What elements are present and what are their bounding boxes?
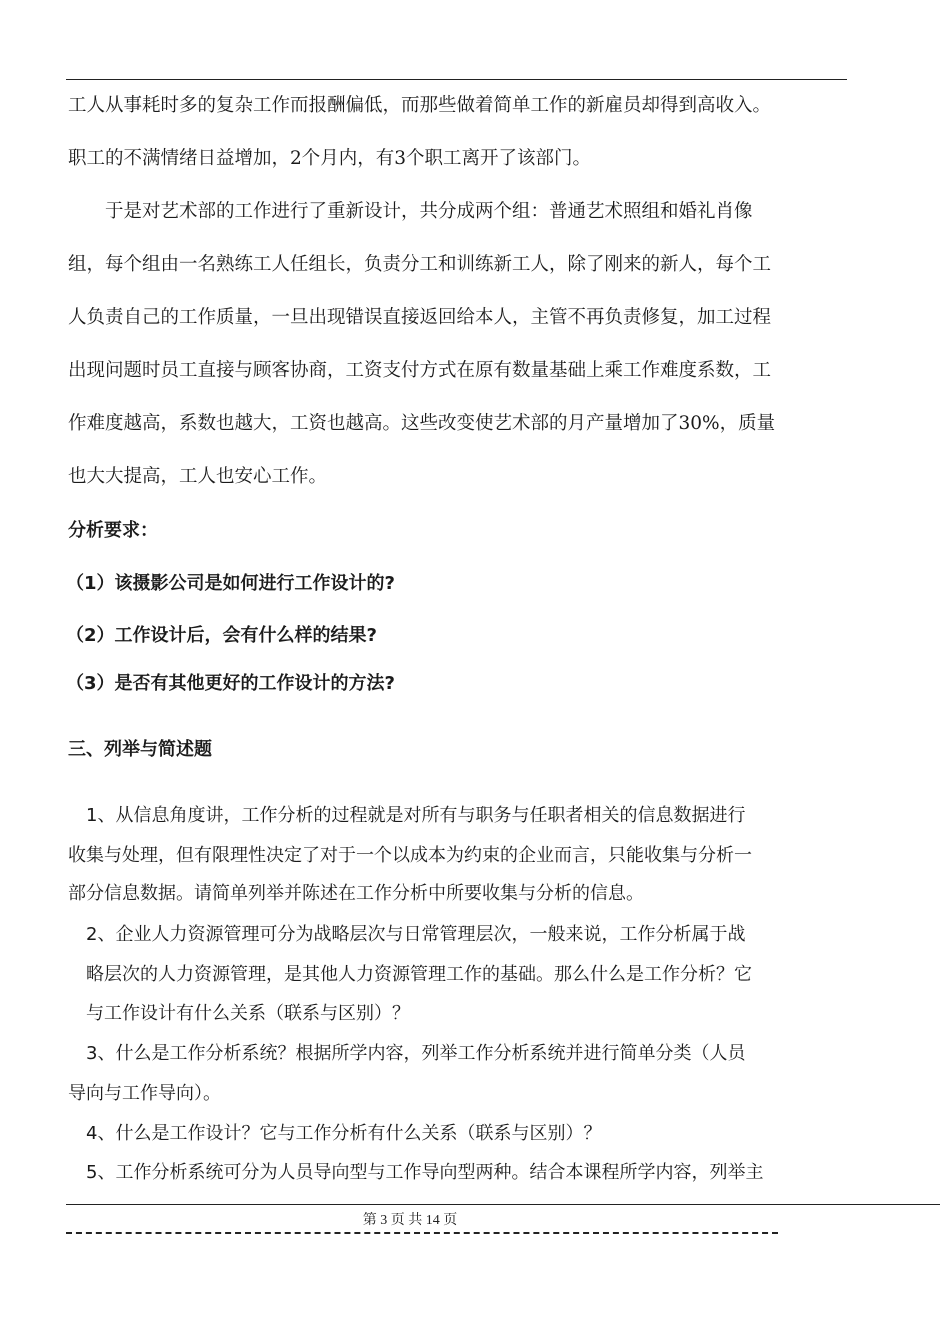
footer-dashed-divider: [66, 1232, 778, 1234]
case-line-2: 职工的不满情绪日益增加，2个月内，有3个职工离开了该部门。: [68, 148, 592, 169]
section3-line-10: 5、工作分析系统可分为人员导向型与工作导向型两种。结合本课程所学内容，列举主: [68, 1162, 764, 1183]
section3-line-4: 2、企业人力资源管理可分为战略层次与日常管理层次，一般来说，工作分析属于战: [68, 924, 746, 945]
section3-line-1: 1、从信息角度讲，工作分析的过程就是对所有与职务与任职者相关的信息数据进行: [68, 805, 746, 826]
section3-line-9: 4、什么是工作设计？它与工作分析有什么关系（联系与区别）？: [68, 1123, 602, 1144]
analysis-question-3: （3）是否有其他更好的工作设计的方法?: [66, 673, 395, 694]
header-rule: [66, 79, 847, 80]
section3-heading: 三、列举与简述题: [68, 739, 212, 760]
case-line-4: 组，每个组由一名熟练工人任组长，负责分工和训练新工人，除了刚来的新人，每个工: [68, 254, 772, 275]
analysis-question-1: （1）该摄影公司是如何进行工作设计的?: [66, 573, 395, 594]
case-line-6: 出现问题时员工直接与顾客协商，工资支付方式在原有数量基础上乘工作难度系数，工: [68, 360, 772, 381]
page-number: 第 3 页 共 14 页: [362, 1213, 458, 1228]
case-line-1: 工人从事耗时多的复杂工作而报酬偏低，而那些做着简单工作的新雇员却得到高收入。: [68, 95, 772, 116]
case-line-3: 于是对艺术部的工作进行了重新设计，共分成两个组：普通艺术照组和婚礼肖像: [68, 201, 753, 222]
analysis-question-2: （2）工作设计后，会有什么样的结果?: [66, 625, 377, 646]
footer-rule: [66, 1204, 940, 1205]
case-line-8: 也大大提高，工人也安心工作。: [68, 466, 328, 487]
page-footer: [0, 1212, 950, 1230]
section3-line-7: 3、什么是工作分析系统？根据所学内容，列举工作分析系统并进行简单分类（人员: [68, 1043, 746, 1064]
case-line-7: 作难度越高，系数也越大，工资也越高。这些改变使艺术部的月产量增加了30%，质量: [68, 413, 776, 434]
section3-line-5: 略层次的人力资源管理，是其他人力资源管理工作的基础。那么什么是工作分析？它: [68, 964, 752, 985]
section3-line-3: 部分信息数据。请简单列举并陈述在工作分析中所要收集与分析的信息。: [68, 883, 644, 904]
section3-line-6: 与工作设计有什么关系（联系与区别）？: [68, 1003, 410, 1024]
case-line-5: 人负责自己的工作质量，一旦出现错误直接返回给本人，主管不再负责修复，加工过程: [68, 307, 772, 328]
analysis-heading: 分析要求：: [68, 520, 158, 541]
section3-line-8: 导向与工作导向）。: [68, 1083, 221, 1104]
section3-line-2: 收集与处理，但有限理性决定了对于一个以成本为约束的企业而言，只能收集与分析一: [68, 845, 752, 866]
